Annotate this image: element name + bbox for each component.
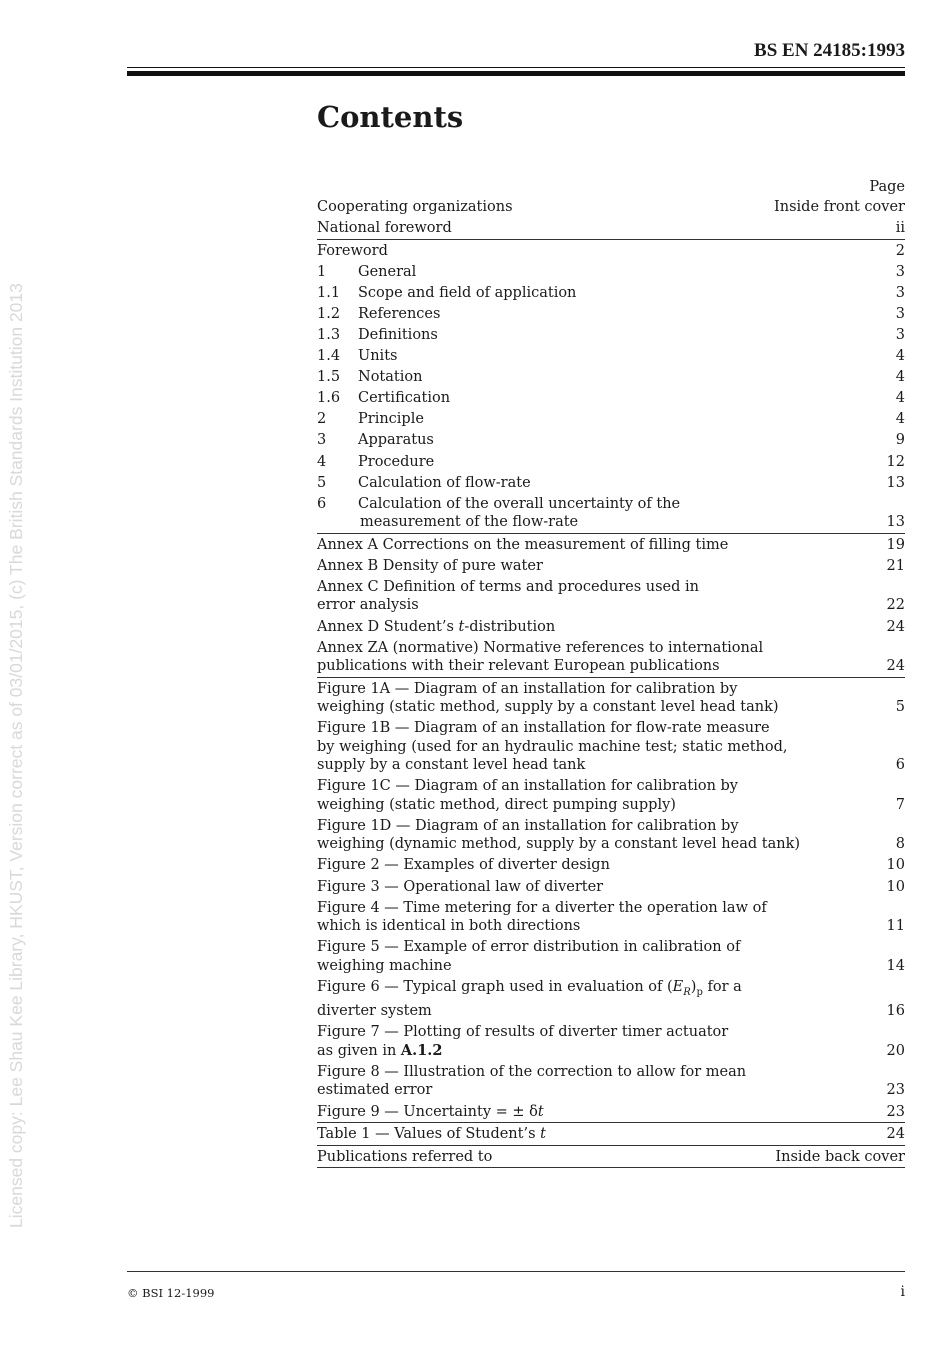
toc-entry-title: Certification <box>358 390 451 407</box>
toc-entry[interactable] <box>317 410 905 429</box>
toc-entry-page: 23 <box>886 1082 905 1099</box>
document-id: BS EN 24185:1993 <box>754 40 905 61</box>
toc-entry-number: 1.6 <box>317 390 341 407</box>
toc-entry-title: Figure 8 — Illustration of the correction to allow for mean <box>317 1063 747 1080</box>
toc-entry-text <box>317 263 888 282</box>
toc-entry[interactable] <box>317 326 905 345</box>
toc-entry-page: 20 <box>886 1042 905 1059</box>
toc-entry-text <box>317 618 879 637</box>
copyright-notice: © BSI 12-1999 <box>127 1286 215 1300</box>
toc-entry-page: 23 <box>886 1103 905 1120</box>
toc-entry[interactable] <box>317 578 905 615</box>
toc-entry-italic: t <box>540 1126 546 1143</box>
toc-entry-number: 1.4 <box>317 348 341 365</box>
toc-entry-page: 4 <box>895 390 905 407</box>
toc-entry[interactable] <box>317 777 905 814</box>
toc-entry-title: Apparatus <box>358 432 434 449</box>
toc-entry[interactable] <box>317 639 905 676</box>
toc-entry[interactable] <box>317 1023 905 1060</box>
toc-entry-title: Foreword <box>317 242 388 259</box>
toc-entry[interactable] <box>317 263 905 282</box>
toc-entry-page: 9 <box>895 432 905 449</box>
toc-entry-page: 8 <box>895 836 905 853</box>
toc-entry-page: 12 <box>886 453 905 470</box>
toc-entry-text <box>317 389 888 408</box>
toc-entry-page: 14 <box>886 957 905 974</box>
toc-entry-title: Figure 5 — Example of error distribution in calibration of <box>317 939 741 956</box>
toc-entry-title: Notation <box>358 369 423 386</box>
toc-group <box>317 678 905 1123</box>
toc-entry-text <box>317 219 888 238</box>
toc-entry-title: Figure 6 — Typical graph used in evaluation of ( <box>317 978 673 995</box>
toc-entry[interactable] <box>317 219 905 238</box>
toc-entry-title: Annex A Corrections on the measurement of filling time <box>317 536 729 553</box>
toc-entry-line <box>317 917 879 936</box>
toc-entry-page: 13 <box>886 474 905 491</box>
toc-entry-number: 1.3 <box>317 326 341 343</box>
toc-entry-page: 7 <box>895 796 905 813</box>
toc-entry-text <box>317 1125 879 1144</box>
toc-entry[interactable] <box>317 618 905 637</box>
toc-entry[interactable] <box>317 431 905 450</box>
toc-entry-line <box>317 657 879 676</box>
toc-entry-text <box>317 495 879 532</box>
toc-entry-page: 21 <box>886 557 905 574</box>
toc-entry-title: General <box>358 263 417 280</box>
toc-entry-number: 1.5 <box>317 369 341 386</box>
toc-entry-text <box>317 938 879 975</box>
toc-entry-title: Procedure <box>358 453 435 470</box>
toc-entry-page: 3 <box>895 284 905 301</box>
toc-entry-line <box>317 1081 879 1100</box>
toc-entry-page: 4 <box>895 411 905 428</box>
toc-entry[interactable] <box>317 347 905 366</box>
toc-entry-text <box>317 856 879 875</box>
toc-entry-italic: t <box>537 1103 544 1120</box>
toc-entry-title: Annex ZA (normative) Normative references to international <box>317 639 764 656</box>
toc-entry-title-line: supply by a constant level head tank <box>317 757 586 774</box>
toc-entry-title: Cooperating organizations <box>317 199 513 215</box>
toc-entry-title: Calculation of flow-rate <box>358 474 531 491</box>
toc-group <box>317 1123 905 1146</box>
toc-entry-title: Calculation of the overall uncertainty of the <box>358 495 681 512</box>
toc-entry-title-line: diverter system <box>317 1003 432 1020</box>
header-rule-thin <box>127 67 905 68</box>
toc-entry-title: National foreword <box>317 220 452 237</box>
toc-entry-title: Figure 9 — Uncertainty = ± δ <box>317 1103 538 1120</box>
toc-entry[interactable] <box>317 1148 905 1167</box>
toc-entry-title-line: weighing machine <box>317 957 452 974</box>
toc-entry-line <box>317 835 888 854</box>
toc-entry-title-line: which is identical in both directions <box>317 918 581 935</box>
toc-entry-text <box>317 1148 767 1167</box>
toc-entry[interactable] <box>317 495 905 532</box>
toc-entry-page: 6 <box>895 757 905 774</box>
toc-entry-title-line: as given in <box>317 1042 401 1059</box>
toc-entry-text <box>317 474 879 493</box>
toc-entry-title-cont: -distribution <box>464 618 556 635</box>
toc-entry[interactable] <box>317 389 905 408</box>
toc-entry[interactable] <box>317 878 905 897</box>
toc-entry[interactable] <box>317 474 905 493</box>
toc-entry-title: Principle <box>358 411 424 428</box>
toc-entry-number: 4 <box>317 453 327 470</box>
toc-entry-text <box>317 680 888 717</box>
toc-entry-page: 3 <box>895 305 905 322</box>
toc-entry-text <box>317 878 879 897</box>
toc-entry-text <box>317 284 888 303</box>
toc-entry-title: Annex C Definition of terms and procedures used in <box>317 578 699 595</box>
toc-entry[interactable] <box>317 680 905 717</box>
toc-entry-title: Definitions <box>358 326 438 343</box>
toc-entry-title: Annex B Density of pure water <box>317 557 543 574</box>
toc-entry-title: Figure 1B — Diagram of an installation for flow-rate measure <box>317 720 770 737</box>
toc-entry-number: 6 <box>317 495 327 512</box>
toc-entry-text <box>317 453 879 472</box>
toc-entry-title: Units <box>358 348 398 365</box>
toc-entry-text <box>317 1023 879 1060</box>
toc-entry-page: 5 <box>895 699 905 716</box>
toc-entry[interactable] <box>317 305 905 324</box>
toc-entry-page: Inside front cover <box>774 199 905 215</box>
toc-entry[interactable] <box>317 899 905 936</box>
toc-entry[interactable] <box>317 284 905 303</box>
toc-entry-page: 19 <box>886 536 905 553</box>
toc-entry-text <box>317 305 888 324</box>
toc-entry-page: ii <box>895 220 905 237</box>
toc-entry-number: 1 <box>317 263 327 280</box>
toc-entry-line <box>317 596 879 615</box>
toc-entry-text <box>317 817 888 854</box>
toc-entry[interactable] <box>317 1125 905 1144</box>
toc-entry-title-line: weighing (dynamic method, supply by a constant level head tank) <box>317 836 801 853</box>
toc-entry-page: 16 <box>886 1003 905 1020</box>
toc-entry-title-line: error analysis <box>317 597 419 614</box>
page-number: i <box>900 1284 905 1300</box>
toc-entry-line <box>317 796 888 815</box>
toc-entry-text <box>317 347 888 366</box>
toc-group <box>317 240 905 534</box>
toc-entry-page: 3 <box>895 326 905 343</box>
toc-entry-number: 1.1 <box>317 284 341 301</box>
toc-entry[interactable] <box>317 368 905 387</box>
toc-entry-page: Inside back cover <box>775 1148 905 1165</box>
toc-entry-text <box>317 557 879 576</box>
page-title: Contents <box>317 100 464 134</box>
toc-entry-title: Figure 7 — Plotting of results of diverter timer actuator <box>317 1024 729 1041</box>
toc-entry[interactable] <box>317 557 905 576</box>
license-watermark: Licensed copy: Lee Shau Kee Library, HKUST, Version correct as of 03/01/2015, (c) The British Standards Institution 2013 <box>6 283 26 1228</box>
toc-entry-title-line: publications with their relevant European publications <box>317 658 720 675</box>
page-column-label: Page <box>869 179 905 195</box>
toc-entry-text <box>317 536 879 555</box>
toc-entry[interactable] <box>317 1103 905 1122</box>
toc-group <box>317 1146 905 1169</box>
toc-entry-title: Figure 1D — Diagram of an installation for calibration by <box>317 817 739 834</box>
toc-entry-line <box>317 698 888 717</box>
toc-entry-title: Annex D Student’s <box>317 618 459 635</box>
toc-entry-page: 22 <box>886 597 905 614</box>
table-of-contents <box>317 198 905 1168</box>
toc-entry-text <box>317 639 879 676</box>
toc-entry[interactable] <box>317 1063 905 1100</box>
toc-entry[interactable] <box>317 536 905 555</box>
toc-entry-page: 24 <box>886 658 905 675</box>
toc-entry-title-cont: for a <box>702 978 742 995</box>
toc-entry-number: 2 <box>317 411 327 428</box>
toc-entry[interactable] <box>317 817 905 854</box>
toc-entry-text <box>317 410 888 429</box>
toc-entry-italic: E <box>672 978 684 995</box>
toc-entry-title-line: measurement of the flow-rate <box>360 514 579 531</box>
toc-entry-title: Figure 3 — Operational law of diverter <box>317 878 604 895</box>
toc-entry-text <box>317 242 888 261</box>
toc-entry-page: 11 <box>886 918 905 935</box>
toc-entry-text <box>317 326 888 345</box>
toc-entry-line <box>317 756 888 775</box>
toc-entry-bold-ref: A.1.2 <box>400 1041 443 1059</box>
toc-entry[interactable] <box>317 719 905 775</box>
toc-entry-page: 4 <box>895 369 905 386</box>
toc-entry[interactable] <box>317 856 905 875</box>
toc-entry[interactable] <box>317 978 905 1021</box>
footer-rule <box>127 1271 905 1272</box>
toc-entry-page: 2 <box>895 242 905 259</box>
toc-entry-title-line: weighing (static method, direct pumping supply) <box>317 796 676 813</box>
toc-entry-text <box>317 198 766 217</box>
toc-entry-title: Table 1 — Values of Student’s <box>317 1126 541 1143</box>
toc-entry[interactable] <box>317 453 905 472</box>
toc-entry-title-cont: ) <box>690 978 697 995</box>
toc-entry-title: Figure 4 — Time metering for a diverter the operation law of <box>317 899 767 916</box>
toc-entry-number: 5 <box>317 474 327 491</box>
toc-entry-line <box>317 957 879 976</box>
toc-entry-page: 10 <box>886 878 905 895</box>
toc-entry-page: 13 <box>886 514 905 531</box>
toc-group <box>317 534 905 678</box>
toc-entry-text <box>317 978 879 1021</box>
toc-entry-line <box>317 738 888 757</box>
toc-entry-title: References <box>358 305 441 322</box>
toc-entry-line <box>317 1002 879 1021</box>
toc-entry[interactable] <box>317 242 905 261</box>
toc-entry-text <box>317 368 888 387</box>
toc-entry[interactable] <box>317 198 905 217</box>
toc-entry-subscript: p <box>696 986 703 998</box>
toc-entry-line <box>317 513 879 532</box>
toc-entry-page: 10 <box>886 857 905 874</box>
toc-entry-text <box>317 777 888 814</box>
toc-entry-page: 4 <box>895 348 905 365</box>
toc-entry-text <box>317 578 879 615</box>
toc-entry-title: Publications referred to <box>317 1148 493 1165</box>
toc-entry-subscript: R <box>683 986 691 998</box>
toc-entry-title-line: estimated error <box>317 1082 433 1099</box>
toc-entry-title: Figure 1A — Diagram of an installation for calibration by <box>317 680 738 697</box>
toc-entry-page: 24 <box>886 1126 905 1143</box>
toc-entry-text <box>317 1103 879 1122</box>
toc-entry-number: 3 <box>317 432 327 449</box>
toc-entry[interactable] <box>317 938 905 975</box>
toc-entry-title: Scope and field of application <box>358 284 577 301</box>
toc-entry-italic: t <box>458 618 465 635</box>
toc-entry-title-line: by weighing (used for an hydraulic machine test; static method, <box>317 738 788 755</box>
toc-entry-page: 3 <box>895 263 905 280</box>
toc-entry-number: 1.2 <box>317 305 341 322</box>
toc-group <box>317 198 905 240</box>
toc-entry-page: 24 <box>886 618 905 635</box>
toc-entry-text <box>317 431 888 450</box>
toc-entry-text <box>317 719 888 775</box>
toc-entry-title: Figure 2 — Examples of diverter design <box>317 857 610 874</box>
toc-entry-text <box>317 1063 879 1100</box>
toc-entry-title: Figure 1C — Diagram of an installation for calibration by <box>317 778 739 795</box>
toc-entry-line <box>317 1042 879 1061</box>
toc-entry-title-line: weighing (static method, supply by a constant level head tank) <box>317 699 779 716</box>
toc-entry-text <box>317 899 879 936</box>
header-rule-thick <box>127 71 905 76</box>
